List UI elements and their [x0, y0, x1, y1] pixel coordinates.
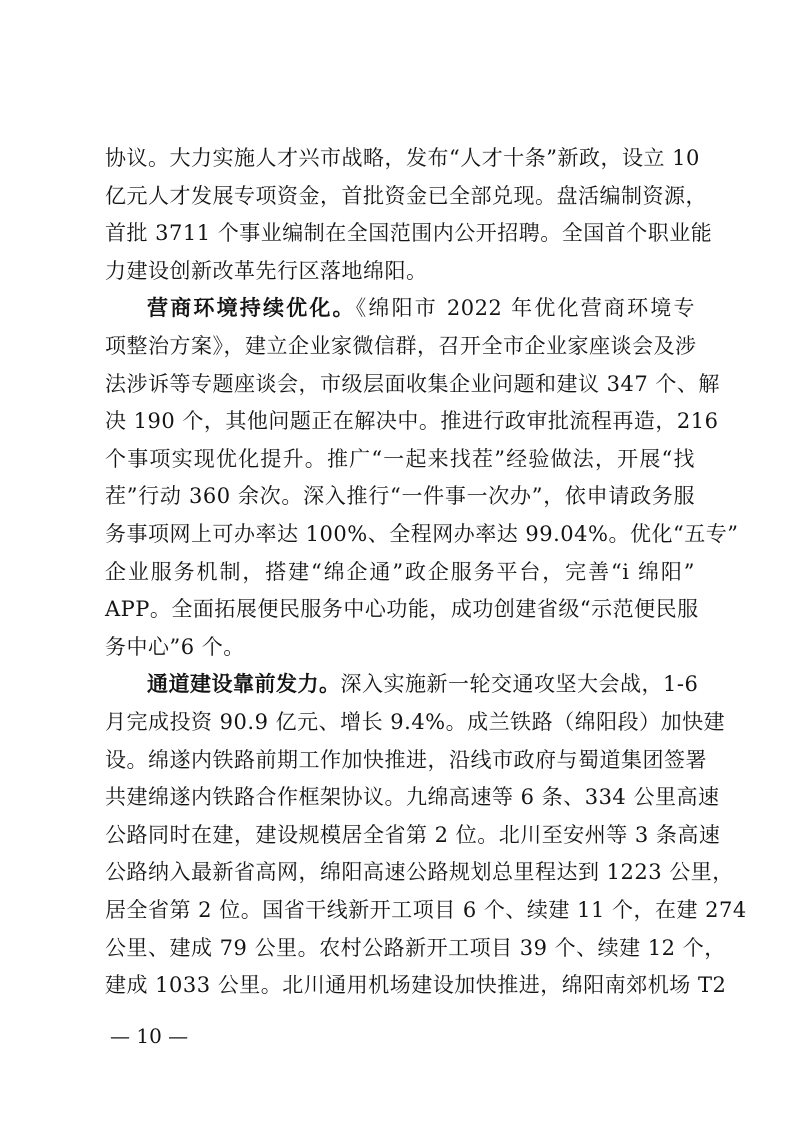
text-line: 力建设创新改革先行区落地绵阳。: [105, 258, 428, 283]
text-line: 茬”行动 360 余次。深入推行“一件事一次办”，依申请政务服: [105, 484, 695, 509]
text-line: 亿元人才发展专项资金，首批资金已全部兑现。盘活编制资源，: [105, 183, 707, 208]
page-number: — 10 —: [110, 1023, 189, 1048]
text-line: 居全省第 2 位。国省干线新开工项目 6 个、续建 11 个，在建 274: [105, 898, 747, 922]
text-line: APP。全面拓展便民服务中心功能，成功创建省级“示范便民服: [105, 597, 699, 622]
text-line: 务事项网上可办率达 100%、全程网办率达 99.04%。优化“五专”: [105, 522, 739, 546]
paragraph-heading: 营商环境持续优化。: [147, 295, 356, 321]
text-line: 决 190 个，其他问题正在解决中。推进行政审批流程再造，216: [105, 409, 719, 434]
text-line: 首批 3711 个事业编制在全国范围内公开招聘。全国首个职业能: [105, 221, 713, 246]
text-line: 个事项实现优化提升。推广“一起来找茬”经验做法，开展“找: [105, 446, 695, 471]
text-line: 公里、建成 79 公里。农村公路新开工项目 39 个、续建 12 个，: [105, 935, 726, 960]
text-line: 企业服务机制，搭建“绵企通”政企服务平台，完善“i 绵阳”: [105, 559, 695, 584]
text-line: 共建绵遂内铁路合作框架协议。九绵高速等 6 条、334 公里高速: [105, 785, 720, 810]
paragraph-first-line: [147, 666, 699, 702]
paragraph-first-line: [147, 290, 695, 326]
paragraph-heading: 通道建设靠前发力。: [147, 671, 341, 697]
text-line: 公路纳入最新省高网，绵阳高速公路规划总里程达到 1223 公里，: [105, 860, 734, 885]
text-line: 法涉诉等专题座谈会，市级层面收集企业问题和建议 347 个、解: [105, 371, 720, 396]
text-line: 项整治方案》，建立企业家微信群，召开全市企业家座谈会及涉: [105, 334, 697, 358]
text-line: 月完成投资 90.9 亿元、增长 9.4%。成兰铁路（绵阳段）加快建: [105, 710, 726, 734]
text-line: 协议。大力实施人才兴市战略，发布“人才十条”新政，设立 10: [105, 146, 700, 170]
text-segment: 《绵阳市 2022 年优化营商环境专: [355, 296, 695, 321]
text-line: 公路同时在建，建设规模居全省第 2 位。北川至安州等 3 条高速: [105, 822, 721, 847]
text-line: 建成 1033 公里。北川通用机场建设加快推进，绵阳南郊机场 T2: [105, 973, 727, 998]
text-line: 设。绵遂内铁路前期工作加快推进，沿线市政府与蜀道集团签署: [105, 747, 707, 772]
text-segment: 深入实施新一轮交通攻坚大会战，1-6: [340, 672, 699, 697]
text-line: 务中心”6 个。: [105, 634, 245, 659]
